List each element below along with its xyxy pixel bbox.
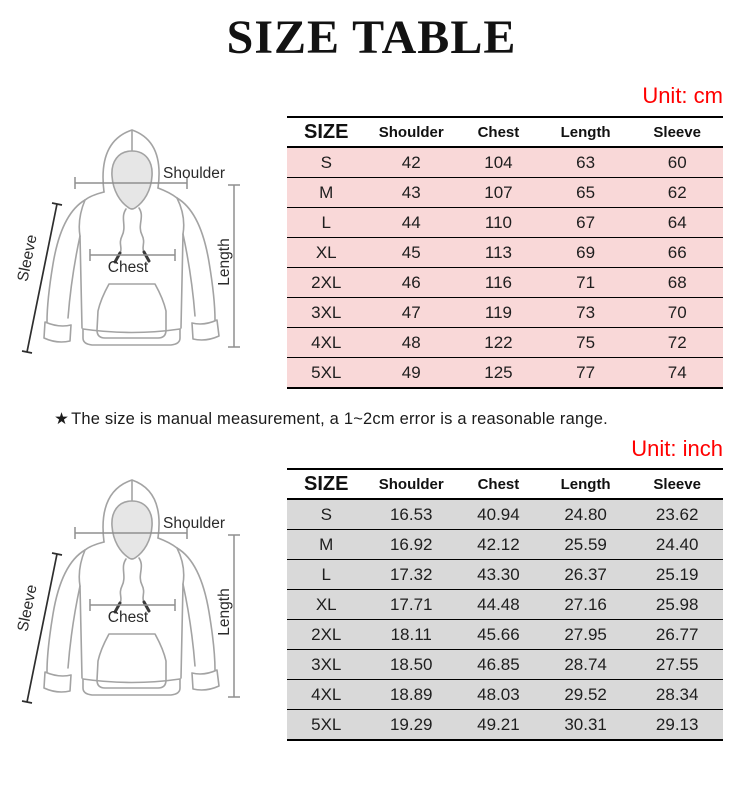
hood-opening bbox=[112, 151, 152, 209]
size-cell: 3XL bbox=[287, 650, 365, 680]
value-cell: 44.48 bbox=[457, 590, 540, 620]
right-drawstring bbox=[139, 558, 144, 602]
value-cell: 45.66 bbox=[457, 620, 540, 650]
hoodie-measurement-diagram-inch bbox=[8, 462, 268, 762]
column-header: Shoulder bbox=[365, 469, 457, 499]
value-cell: 17.71 bbox=[365, 590, 457, 620]
value-cell: 26.77 bbox=[631, 620, 723, 650]
value-cell: 23.62 bbox=[631, 499, 723, 530]
size-column-header: SIZE bbox=[287, 117, 365, 147]
value-cell: 62 bbox=[631, 178, 723, 208]
size-cell: 4XL bbox=[287, 328, 365, 358]
table-row bbox=[287, 560, 723, 590]
table-row bbox=[287, 650, 723, 680]
value-cell: 49.21 bbox=[457, 710, 540, 741]
right-cuff bbox=[192, 320, 219, 340]
table-row bbox=[287, 147, 723, 178]
value-cell: 125 bbox=[457, 358, 540, 389]
value-cell: 75 bbox=[540, 328, 632, 358]
right-cuff bbox=[192, 670, 219, 690]
size-cell: M bbox=[287, 530, 365, 560]
size-cell: M bbox=[287, 178, 365, 208]
shoulder-label: Shoulder bbox=[163, 515, 226, 532]
size-cell: L bbox=[287, 560, 365, 590]
value-cell: 47 bbox=[365, 298, 457, 328]
value-cell: 45 bbox=[365, 238, 457, 268]
size-cell: L bbox=[287, 208, 365, 238]
size-cell: XL bbox=[287, 238, 365, 268]
hood-opening bbox=[112, 501, 152, 559]
value-cell: 119 bbox=[457, 298, 540, 328]
column-header: Sleeve bbox=[631, 469, 723, 499]
table-row bbox=[287, 238, 723, 268]
value-cell: 25.19 bbox=[631, 560, 723, 590]
table-row bbox=[287, 530, 723, 560]
value-cell: 43 bbox=[365, 178, 457, 208]
table-row bbox=[287, 499, 723, 530]
value-cell: 18.50 bbox=[365, 650, 457, 680]
value-cell: 16.53 bbox=[365, 499, 457, 530]
value-cell: 26.37 bbox=[540, 560, 632, 590]
unit-label-inch: Unit: inch bbox=[631, 436, 723, 461]
value-cell: 49 bbox=[365, 358, 457, 389]
star-icon: ★ bbox=[54, 410, 70, 428]
torso-left-edge bbox=[79, 200, 85, 328]
table-row bbox=[287, 298, 723, 328]
size-cell: S bbox=[287, 499, 365, 530]
value-cell: 107 bbox=[457, 178, 540, 208]
left-sleeve-inner bbox=[68, 236, 80, 318]
value-cell: 42 bbox=[365, 147, 457, 178]
table-row bbox=[287, 680, 723, 710]
hoodie-outline bbox=[44, 480, 219, 695]
size-cell: 3XL bbox=[287, 298, 365, 328]
value-cell: 27.95 bbox=[540, 620, 632, 650]
left-drawstring bbox=[120, 559, 126, 603]
value-cell: 110 bbox=[457, 208, 540, 238]
value-cell: 65 bbox=[540, 178, 632, 208]
value-cell: 48.03 bbox=[457, 680, 540, 710]
size-cell: 5XL bbox=[287, 710, 365, 741]
table-row bbox=[287, 268, 723, 298]
value-cell: 27.55 bbox=[631, 650, 723, 680]
size-cell: 4XL bbox=[287, 680, 365, 710]
value-cell: 71 bbox=[540, 268, 632, 298]
left-drawstring bbox=[120, 209, 126, 253]
value-cell: 24.80 bbox=[540, 499, 632, 530]
kangaroo-pocket bbox=[97, 634, 166, 688]
value-cell: 66 bbox=[631, 238, 723, 268]
left-cuff bbox=[44, 672, 71, 692]
sleeve-label: Sleeve bbox=[14, 583, 41, 634]
value-cell: 44 bbox=[365, 208, 457, 238]
column-header: Length bbox=[540, 117, 632, 147]
column-header: Length bbox=[540, 469, 632, 499]
hoodie-outline bbox=[44, 130, 219, 345]
value-cell: 43.30 bbox=[457, 560, 540, 590]
table-row bbox=[287, 710, 723, 741]
table-row bbox=[287, 358, 723, 389]
left-shoulder bbox=[85, 192, 104, 200]
value-cell: 29.52 bbox=[540, 680, 632, 710]
table-row bbox=[287, 208, 723, 238]
value-cell: 68 bbox=[631, 268, 723, 298]
torso-left-edge bbox=[79, 550, 85, 678]
column-header: Chest bbox=[457, 469, 540, 499]
length-label: Length bbox=[216, 588, 233, 636]
torso-right-edge bbox=[177, 198, 184, 328]
value-cell: 42.12 bbox=[457, 530, 540, 560]
value-cell: 25.59 bbox=[540, 530, 632, 560]
left-shoulder bbox=[85, 542, 104, 550]
size-cell: 2XL bbox=[287, 620, 365, 650]
value-cell: 18.11 bbox=[365, 620, 457, 650]
column-header: Shoulder bbox=[365, 117, 457, 147]
value-cell: 46 bbox=[365, 268, 457, 298]
right-shoulder bbox=[158, 188, 177, 198]
chest-label: Chest bbox=[107, 609, 149, 626]
left-cuff bbox=[44, 322, 71, 342]
size-table-inch bbox=[287, 468, 723, 741]
size-cell: 2XL bbox=[287, 268, 365, 298]
header-row bbox=[287, 469, 723, 499]
page-title: SIZE TABLE bbox=[226, 11, 517, 64]
right-drawstring bbox=[139, 208, 144, 252]
size-cell: S bbox=[287, 147, 365, 178]
value-cell: 28.74 bbox=[540, 650, 632, 680]
value-cell: 113 bbox=[457, 238, 540, 268]
value-cell: 72 bbox=[631, 328, 723, 358]
table-row bbox=[287, 620, 723, 650]
header-row bbox=[287, 117, 723, 147]
value-cell: 63 bbox=[540, 147, 632, 178]
chest-label: Chest bbox=[107, 259, 149, 276]
column-header: Sleeve bbox=[631, 117, 723, 147]
value-cell: 70 bbox=[631, 298, 723, 328]
size-column-header: SIZE bbox=[287, 469, 365, 499]
value-cell: 64 bbox=[631, 208, 723, 238]
torso-right-edge bbox=[177, 548, 184, 678]
value-cell: 40.94 bbox=[457, 499, 540, 530]
length-label: Length bbox=[216, 238, 233, 286]
value-cell: 48 bbox=[365, 328, 457, 358]
value-cell: 67 bbox=[540, 208, 632, 238]
value-cell: 19.29 bbox=[365, 710, 457, 741]
value-cell: 18.89 bbox=[365, 680, 457, 710]
value-cell: 77 bbox=[540, 358, 632, 389]
value-cell: 17.32 bbox=[365, 560, 457, 590]
value-cell: 73 bbox=[540, 298, 632, 328]
hoodie-measurement-diagram-cm bbox=[8, 112, 268, 412]
sleeve-label: Sleeve bbox=[14, 233, 41, 284]
value-cell: 74 bbox=[631, 358, 723, 389]
value-cell: 46.85 bbox=[457, 650, 540, 680]
right-sleeve-inner bbox=[183, 584, 195, 666]
kangaroo-pocket bbox=[97, 284, 166, 338]
shoulder-label: Shoulder bbox=[163, 165, 226, 182]
value-cell: 24.40 bbox=[631, 530, 723, 560]
left-sleeve-inner bbox=[68, 586, 80, 668]
table-row bbox=[287, 328, 723, 358]
value-cell: 27.16 bbox=[540, 590, 632, 620]
value-cell: 16.92 bbox=[365, 530, 457, 560]
size-cell: 5XL bbox=[287, 358, 365, 389]
note-text: The size is manual measurement, a 1~2cm error is a reasonable range. bbox=[71, 410, 608, 428]
value-cell: 25.98 bbox=[631, 590, 723, 620]
value-cell: 122 bbox=[457, 328, 540, 358]
size-cell: XL bbox=[287, 590, 365, 620]
measurement-note bbox=[0, 409, 662, 429]
value-cell: 116 bbox=[457, 268, 540, 298]
size-table-cm bbox=[287, 116, 723, 389]
value-cell: 60 bbox=[631, 147, 723, 178]
value-cell: 28.34 bbox=[631, 680, 723, 710]
column-header: Chest bbox=[457, 117, 540, 147]
value-cell: 104 bbox=[457, 147, 540, 178]
table-row bbox=[287, 178, 723, 208]
right-shoulder bbox=[158, 538, 177, 548]
value-cell: 30.31 bbox=[540, 710, 632, 741]
right-sleeve-inner bbox=[183, 234, 195, 316]
unit-label-cm: Unit: cm bbox=[642, 83, 723, 108]
table-row bbox=[287, 590, 723, 620]
value-cell: 29.13 bbox=[631, 710, 723, 741]
value-cell: 69 bbox=[540, 238, 632, 268]
